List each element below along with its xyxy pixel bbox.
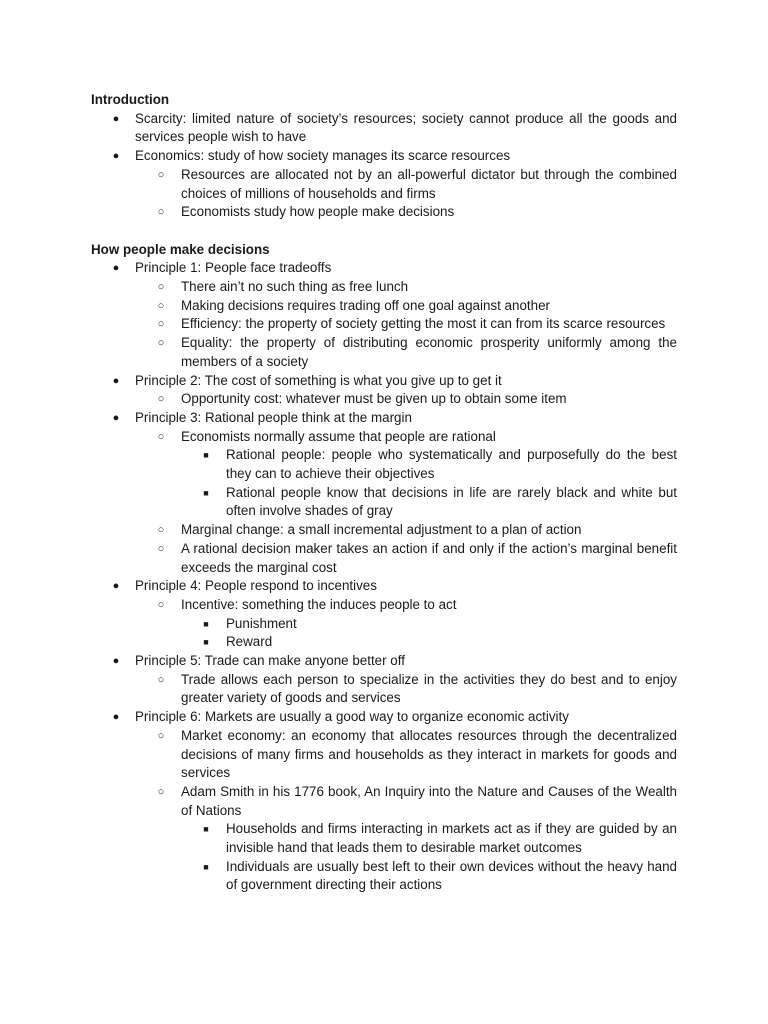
list-item-text: Efficiency: the property of society getting the most it can from its scarce resources [181,316,666,332]
list-item-level-2 [157,334,677,371]
list-item-text: Households and firms interacting in markets act as if they are guided by an invisible hand that leads them to desirable market outcomes [226,821,677,856]
list-item-level-3 [203,446,677,483]
list-item-text: Rational people: people who systematically and purposefully do the best they can to achieve their objectives [226,447,677,482]
bullet-list [0,110,768,222]
bullet-icon: ○ [157,729,165,742]
list-item-text: Punishment [226,615,297,631]
list-item-text: Principle 3: Rational people think at the margin [135,409,412,425]
list-item-level-2 [157,783,677,820]
bullet-icon: ○ [157,598,165,611]
list-item-text: Principle 2: The cost of something is what you give up to get it [135,372,502,388]
section-introduction [0,91,768,222]
bullet-icon: ○ [157,168,165,181]
list-item-level-1 [112,409,677,428]
list-item-level-1 [112,110,677,147]
list-item-level-3 [203,633,677,652]
list-item-level-2 [157,203,677,222]
bullet-icon: ● [112,580,120,593]
list-item-level-3 [203,858,677,895]
section-heading: How people make decisions [91,241,270,257]
list-item-text: Equality: the property of distributing economic prosperity uniformly among the members of a society [181,335,677,369]
list-item-text: Marginal change: a small incremental adjustment to a plan of action [181,522,582,538]
list-item-level-1 [112,372,677,391]
list-item-text: Economists study how people make decisions [181,204,455,220]
list-item-text: Resources are allocated not by an all-powerful dictator but through the combined choices of millions of households and firms [181,166,677,201]
list-item-level-1 [112,652,677,671]
list-item-level-2 [157,727,677,783]
bullet-icon: ■ [203,618,209,629]
list-item-level-2 [157,166,677,203]
bullet-icon: ○ [157,542,165,555]
list-item-text: Incentive: something the induces people to act [181,596,457,612]
list-item-level-1 [112,708,677,727]
list-item-text: Principle 1: People face tradeoffs [135,260,332,276]
list-item-level-2 [157,521,677,540]
bullet-icon: ● [112,711,120,724]
bullet-icon: ■ [203,637,209,648]
list-item-level-2 [157,297,677,316]
bullet-icon: ○ [157,524,165,537]
bullet-icon: ○ [157,430,165,443]
list-item-level-3 [203,615,677,634]
list-item-text: Reward [226,634,273,650]
bullet-icon: ○ [157,785,165,798]
bullet-icon: ■ [203,861,209,872]
list-item-level-2 [157,671,677,708]
list-item-text: Making decisions requires trading off one goal against another [181,297,550,313]
list-item-text: A rational decision maker takes an action if and only if the action’s marginal benefit exceeds the marginal cost [181,540,677,575]
bullet-icon: ○ [157,280,165,293]
bullet-list [0,259,768,895]
bullet-icon: ○ [157,318,165,331]
list-item-level-2 [157,390,677,409]
bullet-icon: ■ [203,824,209,835]
list-item-text: Market economy: an economy that allocates resources through the decentralized decisions of many firms and households as they interact in markets for goods and services [181,727,677,781]
bullet-icon: ■ [203,487,209,498]
list-item-text: Trade allows each person to specialize in the activities they do best and to enjoy greater variety of goods and services [181,671,677,706]
list-item-level-2 [157,596,677,615]
list-item-text: Economists normally assume that people are rational [181,428,496,444]
list-item-level-1 [112,259,677,278]
bullet-icon: ● [112,150,120,163]
bullet-icon: ● [112,655,120,668]
list-item-level-3 [203,820,677,857]
list-item-level-2 [157,278,677,297]
list-item-text: Adam Smith in his 1776 book, An Inquiry into the Nature and Causes of the Wealth of Nations [181,783,677,818]
list-item-text: Principle 5: Trade can make anyone better off [135,653,405,669]
bullet-icon: ● [112,411,120,424]
bullet-icon: ○ [157,673,165,686]
bullet-icon: ● [112,262,120,275]
list-item-text: Rational people know that decisions in life are rarely black and white but often involve shades of gray [226,484,677,519]
list-item-level-1 [112,577,677,596]
list-item-text: Opportunity cost: whatever must be given up to obtain some item [181,391,567,407]
list-item-text: Principle 4: People respond to incentives [135,578,377,594]
list-item-level-1 [112,147,677,166]
list-item-level-2 [157,540,677,577]
bullet-icon: ○ [157,337,165,350]
bullet-icon: ● [112,112,120,125]
list-item-text: Principle 6: Markets are usually a good way to organize economic activity [135,709,569,725]
bullet-icon: ○ [157,206,165,219]
section-heading: Introduction [91,92,170,107]
list-item-level-2 [157,428,677,447]
bullet-icon: ● [112,374,120,387]
list-item-text: There ain’t no such thing as free lunch [181,278,409,294]
bullet-icon: ○ [157,393,165,406]
bullet-icon: ■ [203,450,209,461]
list-item-text: Scarcity: limited nature of society’s resources; society cannot produce all the goods and services people wish to have [135,110,677,145]
list-item-text: Economics: study of how society manages its scarce resources [135,148,511,164]
list-item-level-2 [157,315,677,334]
list-item-text: Individuals are usually best left to their own devices without the heavy hand of government directing their actions [226,858,677,893]
bullet-icon: ○ [157,299,165,312]
section-decisions [0,241,768,896]
list-item-level-3 [203,484,677,521]
